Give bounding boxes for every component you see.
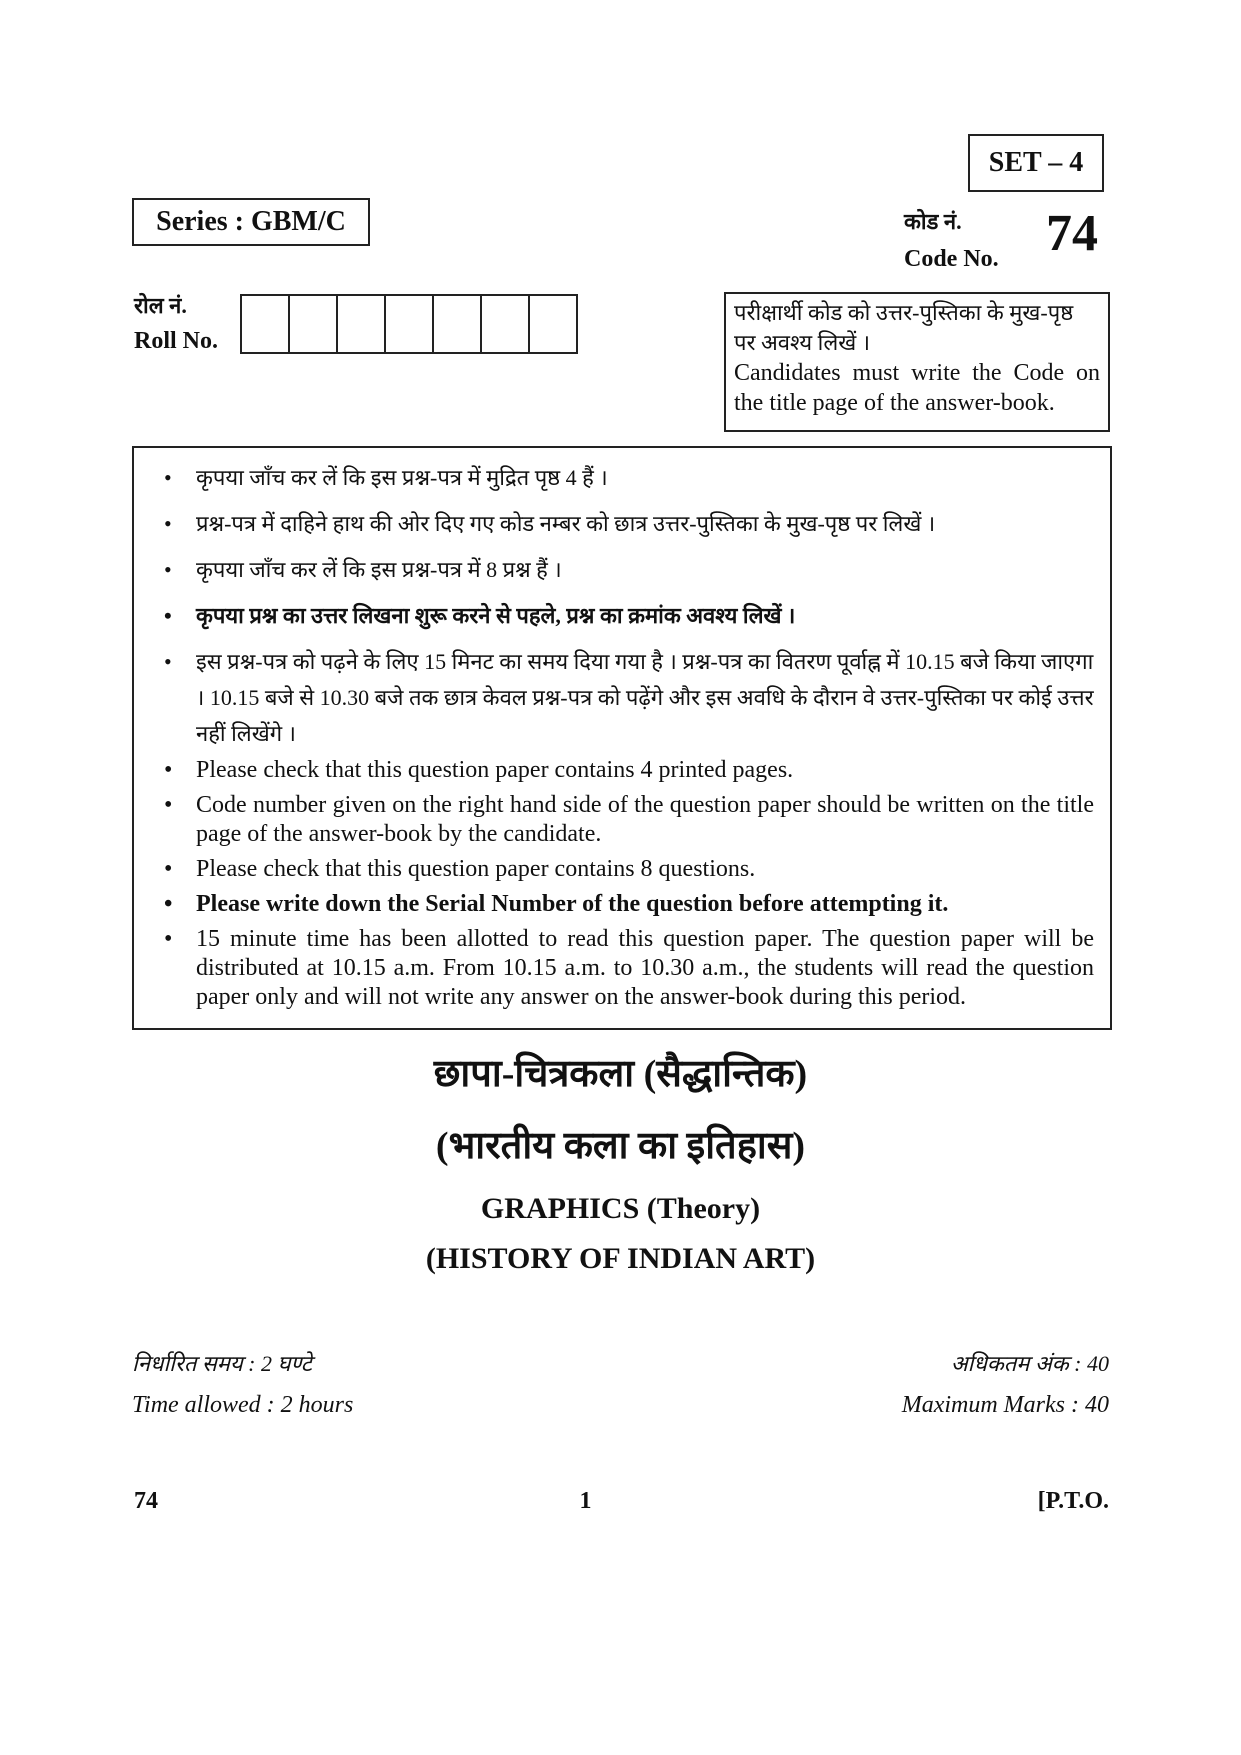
footer-code: 74 bbox=[134, 1488, 158, 1514]
roll-number-cell[interactable] bbox=[290, 296, 338, 352]
title-hindi-subject: छापा-चित्रकला (सैद्धान्तिक) bbox=[433, 1053, 808, 1095]
code-note-hindi: परीक्षार्थी कोड को उत्तर-पुस्तिका के मुख-पृष्ठ पर अवश्य लिखें । bbox=[734, 300, 1074, 355]
instruction-hindi: • कृपया जाँच कर लें कि इस प्रश्न-पत्र में मुद्रित पृष्ठ 4 हैं । bbox=[154, 460, 1094, 496]
title-hindi-topic: (भारतीय कला का इतिहास) bbox=[435, 1125, 806, 1167]
instruction-hindi: • इस प्रश्न-पत्र को पढ़ने के लिए 15 मिनट का समय दिया गया है । प्रश्न-पत्र का वितरण पूर्वाह्न में 10.15 बजे किया जाएगा । 10.15 बजे से 10.30 बजे तक छात्र केवल प्रश्न-पत्र को पढ़ेंगे और इस अवधि के दौरान वे उत्तर-पुस्तिका पर कोई उत्तर नहीं लिखेंगे । bbox=[154, 644, 1094, 752]
instruction-hindi: • कृपया प्रश्न का उत्तर लिखना शुरू करने से पहले, प्रश्न का क्रमांक अवश्य लिखें । bbox=[154, 598, 1094, 634]
code-instruction-note bbox=[724, 292, 1110, 432]
title-english-topic: (HISTORY OF INDIAN ART) bbox=[425, 1242, 816, 1275]
roll-label-english: Roll No. bbox=[134, 328, 218, 354]
footer-pto: [P.T.O. bbox=[1037, 1488, 1109, 1514]
roll-number-cell[interactable] bbox=[338, 296, 386, 352]
instruction-english: • Please check that this question paper contains 8 questions. bbox=[154, 855, 1094, 884]
instruction-english: • Please check that this question paper contains 4 printed pages. bbox=[154, 756, 1094, 785]
roll-number-boxes[interactable] bbox=[240, 294, 578, 354]
roll-number-cell[interactable] bbox=[530, 296, 576, 352]
code-note-english: Candidates must write the Code on the title page of the answer-book. bbox=[734, 360, 1100, 416]
code-label-hindi: कोड नं. bbox=[904, 209, 962, 234]
title-english-subject: GRAPHICS (Theory) bbox=[480, 1192, 761, 1225]
roll-number-cell[interactable] bbox=[242, 296, 290, 352]
instruction-english: • 15 minute time has been allotted to read this question paper. The question paper will be distributed at 10.15 a.m. From 10.15 a.m. to 10.30 a.m., the students will read the question paper only and will not write any answer on the answer-book during this period. bbox=[154, 925, 1094, 1012]
instruction-hindi: • प्रश्न-पत्र में दाहिने हाथ की ओर दिए गए कोड नम्बर को छात्र उत्तर-पुस्तिका के मुख-पृष्ठ पर लिखें । bbox=[154, 506, 1094, 542]
code-number: 74 bbox=[1046, 205, 1098, 262]
roll-number-cell[interactable] bbox=[434, 296, 482, 352]
code-label-english: Code No. bbox=[904, 246, 999, 272]
time-allowed-english: Time allowed : 2 hours bbox=[132, 1392, 354, 1418]
roll-number-cell[interactable] bbox=[386, 296, 434, 352]
roll-label-hindi: रोल नं. bbox=[134, 293, 187, 318]
time-allowed-hindi: निर्धारित समय : 2 घण्टे bbox=[132, 1351, 312, 1376]
set-label: SET – 4 bbox=[968, 134, 1104, 192]
instructions-list bbox=[154, 460, 1094, 1012]
instructions-box bbox=[132, 446, 1112, 1030]
roll-number-cell[interactable] bbox=[482, 296, 530, 352]
max-marks-hindi: अधिकतम अंक : 40 bbox=[950, 1351, 1109, 1376]
footer-page-number: 1 bbox=[579, 1488, 592, 1514]
series-label: Series : GBM/C bbox=[132, 198, 370, 246]
instruction-hindi: • कृपया जाँच कर लें कि इस प्रश्न-पत्र में 8 प्रश्न हैं । bbox=[154, 552, 1094, 588]
instruction-english: • Please write down the Serial Number of the question before attempting it. bbox=[154, 890, 1094, 919]
max-marks-english: Maximum Marks : 40 bbox=[901, 1392, 1109, 1418]
instruction-english: • Code number given on the right hand side of the question paper should be written on the title page of the answer-book by the candidate. bbox=[154, 791, 1094, 849]
